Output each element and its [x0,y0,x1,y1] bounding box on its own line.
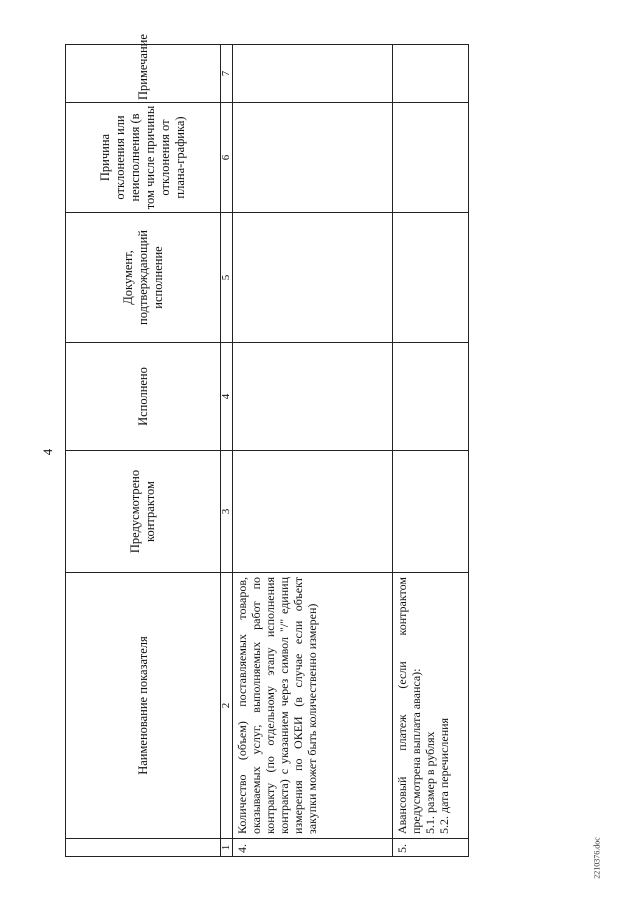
column-number: 5 [221,213,233,343]
header-executed: Исполнено [66,343,221,451]
indicator-name-main: Авансовый платеж (если контрактом предусмотрена выплата аванса): [395,577,423,834]
table-row-5 [393,45,469,857]
column-number: 6 [221,103,233,213]
column-number: 2 [221,573,233,839]
header-note: Примечание [66,45,221,103]
reason-value [233,103,393,213]
indicator-name [393,573,469,839]
row-number: 5. [393,839,469,857]
note-value [393,45,469,103]
header-row [66,45,221,857]
planned-value [233,451,393,573]
executed-value [393,343,469,451]
report-table [65,34,469,857]
document-value [393,213,469,343]
header-col-1 [66,839,221,857]
table-row-4 [233,45,393,857]
indicator-sub-item: 5.1. размер в рублях [423,731,437,834]
header-planned: Предусмотрено контрактом [66,451,221,573]
column-number: 4 [221,343,233,451]
document-value [233,213,393,343]
note-value [233,45,393,103]
reason-value [393,103,469,213]
header-reason: Причина отклонения или неисполнения (в том числе причины отклонения от плана-графика) [66,103,221,213]
column-number-row [221,45,233,857]
planned-value [393,451,469,573]
header-name: Наименование показателя [66,573,221,839]
column-number: 1 [221,839,233,857]
column-number: 7 [221,45,233,103]
indicator-name: Количество (объем) поставляемых товаров, оказываемых услуг, выполняемых работ по контракту (по отдельному этапу исполнения контракта) с указанием через символ "/" единиц измерения по ОКЕИ (в случае если объект закупки может быть количественно измерен) [233,573,393,839]
row-number: 4. [233,839,393,857]
column-number: 3 [221,451,233,573]
indicator-sub-item: 5.2. дата перечисления [437,717,451,834]
executed-value [233,343,393,451]
header-document: Документ, подтверждающий исполнение [66,213,221,343]
document-id: 2210376.doc [592,837,602,879]
report-table-wrapper [65,34,469,857]
page-number: 4 [40,448,55,456]
